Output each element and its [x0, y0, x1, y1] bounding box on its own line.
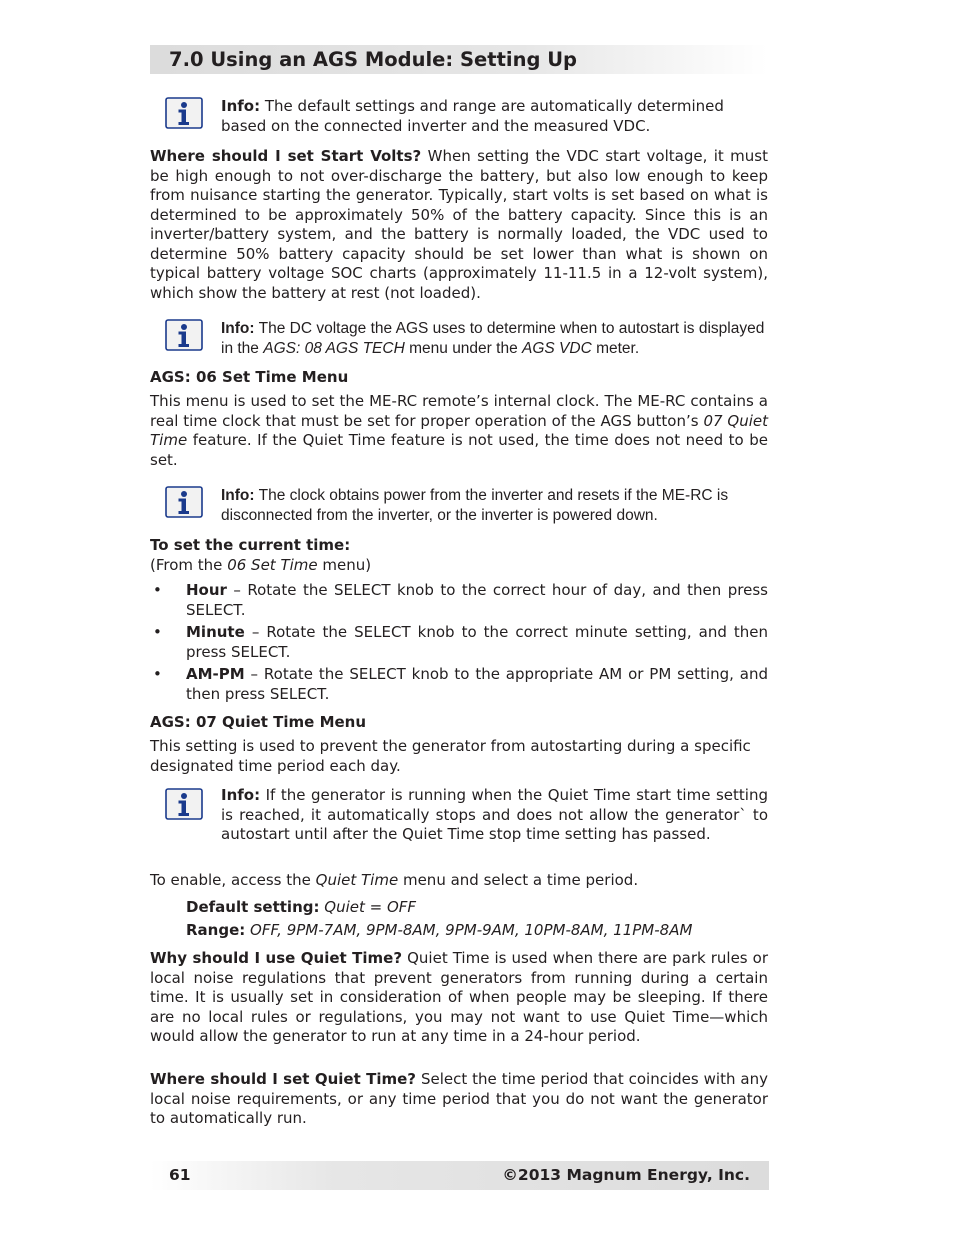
list-item: • Hour – Rotate the SELECT knob to the correct hour of day, and then press SELECT. — [153, 581, 768, 619]
heading-set-current-time: To set the current time: — [150, 536, 351, 554]
from-menu-note: (From the 06 Set Time menu) — [150, 556, 372, 574]
info-icon — [165, 788, 203, 820]
section-title: 7.0 Using an AGS Module: Setting Up — [169, 48, 578, 71]
info-icon — [165, 97, 203, 129]
heading-set-time-menu: AGS: 06 Set Time Menu — [150, 368, 349, 386]
info-label: Info: — [221, 97, 261, 115]
default-setting: Default setting: Quiet = OFF — [186, 898, 417, 916]
range-setting: Range: OFF, 9PM-7AM, 9PM-8AM, 9PM-9AM, 10PM-8AM, 11PM-8AM — [186, 921, 693, 939]
footer-copyright: ©2013 Magnum Energy, Inc. — [502, 1166, 750, 1184]
bullet: • — [153, 581, 162, 599]
bullet: • — [153, 623, 162, 641]
time-steps-list — [150, 581, 768, 707]
info-text: Info: The default settings and range are automatically determined based on the connected inverter and the measured VDC. — [221, 97, 724, 135]
heading-quiet-time-menu: AGS: 07 Quiet Time Menu — [150, 713, 367, 731]
info-text: Info: The clock obtains power from the inverter and resets if the ME-RC is disconnected from the inverter, or the inverter is powered down. — [221, 487, 729, 524]
info-note — [165, 786, 768, 843]
paragraph-quiet-time: This setting is used to prevent the generator from autostarting during a specific designated time period each day. — [150, 737, 751, 775]
info-icon — [165, 319, 203, 351]
paragraph-set-time: This menu is used to set the ME-RC remote’s internal clock. The ME-RC contains a real time clock that must be set for proper operation of the AGS button’s 07 Quiet Time feature. If the Quiet Time feature is not used, the time does not need to be set. — [150, 392, 768, 469]
paragraph-why-quiet-time: Why should I use Quiet Time? Quiet Time is used when there are park rules or local noise regulations that prevent generators from running during a certain time. It is usually set in consideration of when people may be sleeping. If there are no local rules or regulations, you may not want to use Quiet Time—which would allow the generator to run at any time in a 24-hour period. — [150, 949, 768, 1045]
list-item: • AM-PM – Rotate the SELECT knob to the appropriate AM or PM setting, and then press SELECT. — [153, 665, 768, 703]
page-number: 61 — [169, 1166, 191, 1184]
info-text: Info: If the generator is running when the Quiet Time start time setting is reached, it automatically stops and does not allow the generator` to autostart until after the Quiet Time stop time setting has passed. — [221, 786, 768, 843]
list-item: • Minute – Rotate the SELECT knob to the correct minute setting, and then press SELECT. — [153, 623, 768, 661]
info-note — [165, 97, 768, 137]
info-icon — [165, 486, 203, 518]
info-text: Info: The DC voltage the AGS uses to determine when to autostart is displayed in the AGS: 08 AGS TECH menu under the AGS VDC meter. — [221, 320, 765, 357]
paragraph-where-quiet-time: Where should I set Quiet Time? Select the time period that coincides with any local noise requirements, or any time period that you do not want the generator to automatically run. — [150, 1070, 768, 1127]
info-note — [165, 319, 768, 359]
paragraph-enable: To enable, access the Quiet Time menu and select a time period. — [150, 871, 639, 889]
bullet: • — [153, 665, 162, 683]
paragraph-start-volts: Where should I set Start Volts? When setting the VDC start voltage, it must be high enough to not over-discharge the battery, but also low enough to keep from nuisance starting the generator. Typically, start volts is set based on what is determined to be approximately 50% of the battery capacity. Since this is an inverter/battery system, and the battery is normally loaded, the VDC used to determine 50% battery capacity should be set lower than what is shown on typical battery voltage SOC charts (approximately 11-11.5 in a 12-volt system), which show the battery at rest (not loaded). — [150, 147, 768, 302]
info-note — [165, 486, 768, 526]
